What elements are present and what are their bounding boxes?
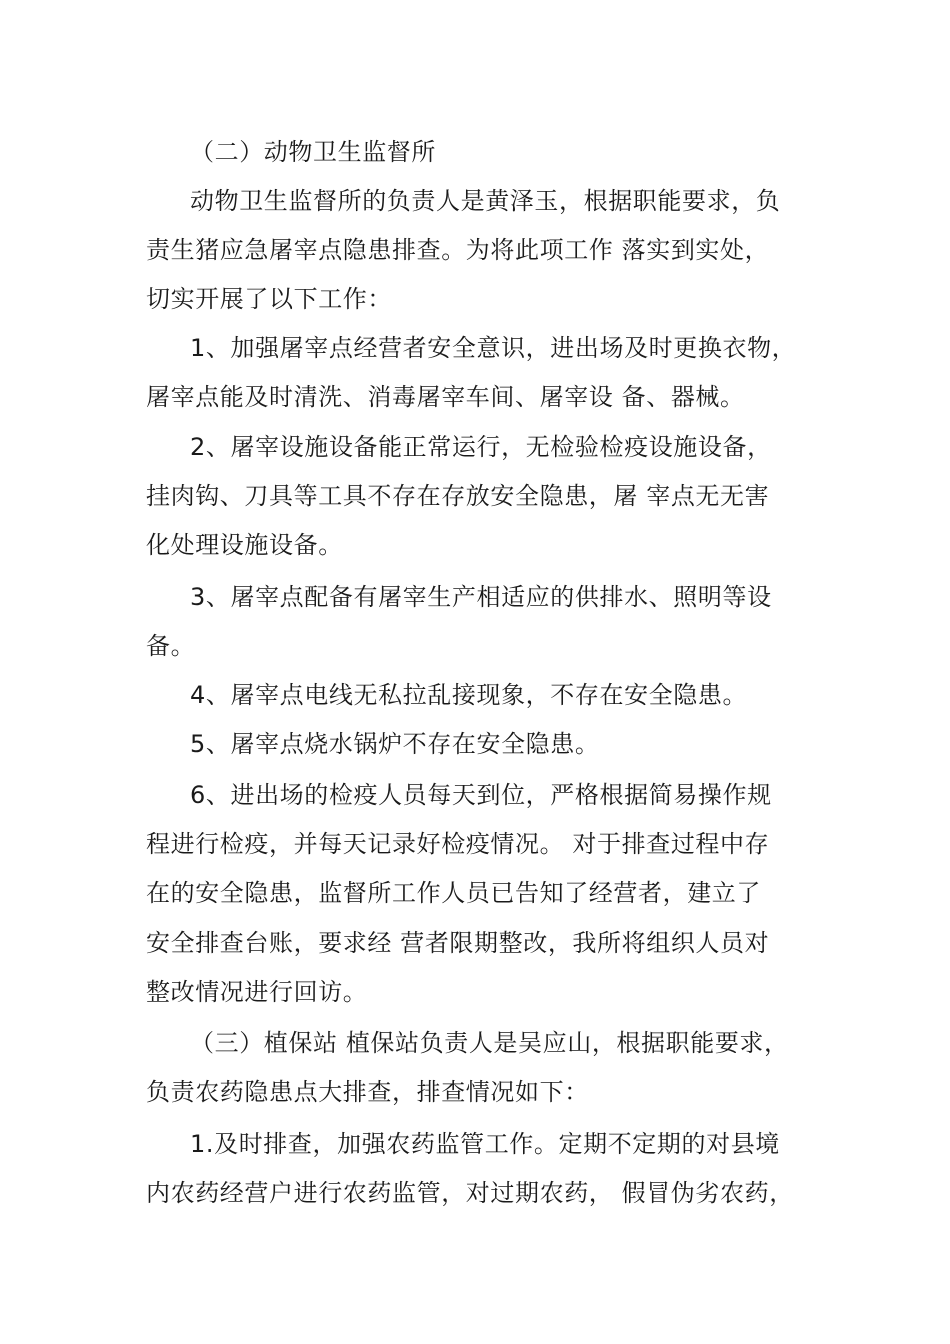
list-item-4: 4、屠宰点电线无私拉乱接现象，不存在安全隐患。 [190, 681, 748, 709]
paragraph-line: 备。 [146, 632, 196, 660]
list-item-1: 1、加强屠宰点经营者安全意识，进出场及时更换衣物， [190, 334, 797, 362]
paragraph-line: 挂肉钩、刀具等工具不存在存放安全隐患，屠 宰点无无害 [146, 482, 770, 510]
paragraph-line: 责生猪应急屠宰点隐患排查。为将此项工作 落实到实处， [146, 236, 770, 264]
list-item-6: 6、进出场的检疫人员每天到位，严格根据简易操作规 [190, 781, 772, 809]
list-item-3: 3、屠宰点配备有屠宰生产相适应的供排水、照明等设 [190, 583, 772, 611]
section-heading-plant-protection: （三）植保站 植保站负责人是吴应山，根据职能要求， [190, 1029, 789, 1057]
paragraph-line: 内农药经营户进行农药监管，对过期农药， 假冒伪劣农药， [146, 1179, 794, 1207]
section-heading-animal-health: （二）动物卫生监督所 [190, 138, 436, 166]
paragraph-line: 切实开展了以下工作： [146, 285, 392, 313]
paragraph-line: 负责农药隐患点大排查，排查情况如下： [146, 1078, 589, 1106]
list-item-2: 2、屠宰设施设备能正常运行，无检验检疫设施设备， [190, 433, 772, 461]
list-item-1: 1.及时排查，加强农药监管工作。定期不定期的对县境 [190, 1130, 780, 1158]
paragraph-line: 屠宰点能及时清洗、消毒屠宰车间、屠宰设 备、器械。 [146, 383, 745, 411]
list-item-5: 5、屠宰点烧水锅炉不存在安全隐患。 [190, 730, 600, 758]
paragraph-line: 在的安全隐患，监督所工作人员已告知了经营者，建立了 [146, 879, 761, 907]
paragraph-line: 程进行检疫，并每天记录好检疫情况。 对于排查过程中存 [146, 830, 770, 858]
paragraph-line: 整改情况进行回访。 [146, 978, 368, 1006]
paragraph-line: 动物卫生监督所的负责人是黄泽玉，根据职能要求，负 [190, 187, 781, 215]
paragraph-line: 化处理设施设备。 [146, 531, 343, 559]
paragraph-line: 安全排查台账，要求经 营者限期整改，我所将组织人员对 [146, 929, 770, 957]
